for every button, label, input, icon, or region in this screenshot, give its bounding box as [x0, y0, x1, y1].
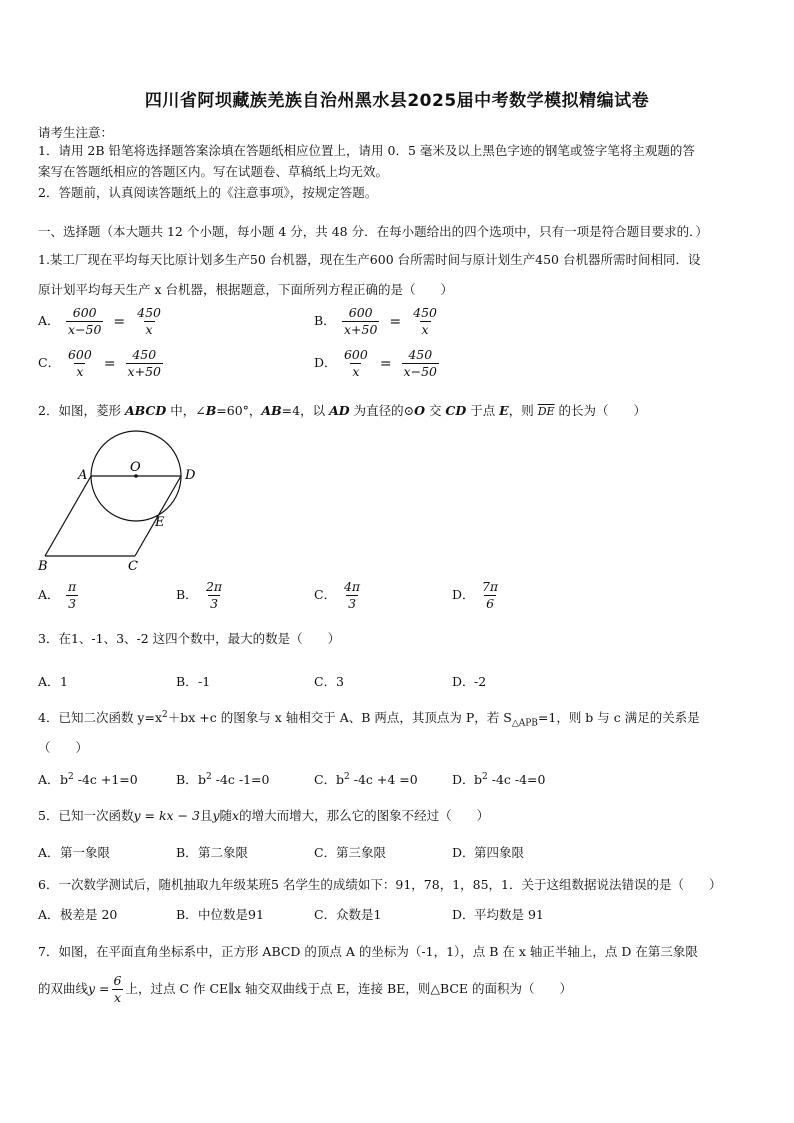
q1-option-d[interactable]: D． $\frac{600}{x}$ = $\frac{450}{x-50}$: [314, 347, 437, 379]
label-o: O: [130, 460, 141, 475]
q3-stem: 3．在1、-1、3、-2 这四个数中，最大的数是（ ）: [38, 631, 341, 646]
fraction: $\frac{450}{x}$: [137, 305, 161, 337]
q3-option-c[interactable]: C．3: [314, 674, 344, 689]
q4-stem: 4．已知二次函数 $y=x^2+bx +c$ 的图象与 x 轴相交于 A、B 两点，其顶点为 P，若 $S_{\triangle APB}=1$，则 b 与 c 满足的关系是: [38, 709, 700, 729]
q5-option-d[interactable]: D．第四象限: [452, 845, 525, 860]
rhombus-circle-figure: [30, 428, 200, 578]
q6-option-a[interactable]: A．极差是 20: [38, 907, 118, 922]
fraction: $\frac{600}{x+50}$: [343, 305, 378, 337]
q6-option-c[interactable]: C．众数是1: [314, 907, 382, 922]
fraction: $\frac{6}{x}$: [113, 973, 122, 1005]
label-e: E: [155, 515, 165, 530]
q4-option-a[interactable]: A．$b^2$ -4c +1=0: [38, 771, 138, 787]
q5-stem: 5．已知一次函数y = kx − 3且y随x的增大而增大，那么它的图象不经过（ ）: [38, 808, 490, 823]
fraction: $\frac{600}{x}$: [67, 347, 92, 379]
arc-de: $\overline{DE}$: [537, 405, 555, 418]
page-title: 四川省阿坝藏族羌族自治州黑水县2025届中考数学模拟精编试卷: [144, 91, 650, 111]
fraction: $\frac{450}{x}$: [413, 305, 437, 337]
q7-stem-line-2: 的双曲线y = $\frac{6}{x}$ 上，过点 C 作 CE∥x 轴交双曲线于点 E，连接 BE，则△BCE 的面积为（ ）: [38, 973, 573, 1005]
section-1-heading: 一、选择题（本大题共 12 个小题，每小题 4 分，共 48 分．在每小题给出的四个选项中，只有一项是符合题目要求的．）: [38, 224, 708, 239]
fraction: $\frac{450}{x-50}$: [403, 347, 437, 379]
q4-option-d[interactable]: D．$b^2$ -4c -4=0: [452, 771, 546, 787]
q3-option-a[interactable]: A．1: [38, 674, 68, 689]
q1-stem-line-2: 原计划平均每天生产 x 台机器，根据题意，下面所列方程正确的是（ ）: [38, 282, 453, 297]
fraction: $\frac{450}{x+50}$: [127, 347, 161, 379]
q4-option-b[interactable]: B．$b^2$ -4c -1=0: [176, 771, 270, 787]
q4-option-c[interactable]: C．$b^2$ -4c +4 =0: [314, 771, 418, 787]
q2-option-a[interactable]: A． $\frac{\pi}{3}$: [38, 579, 77, 611]
segment-ab: [45, 476, 91, 556]
q2-option-b[interactable]: B． $\frac{2\pi}{3}$: [176, 579, 223, 611]
q4-stem-line-2: （ ）: [38, 740, 89, 755]
label-a: A: [78, 468, 88, 483]
fraction: $\frac{4\pi}{3}$: [343, 579, 361, 611]
q2-stem: 2．如图，菱形 ABCD 中，∠B=60°，AB=4，以 AD 为直径的⊙O 交 CD 于点 E，则 $\overline{DE}$ 的长为（ ）: [38, 403, 647, 418]
q5-option-c[interactable]: C．第三象限: [314, 845, 387, 860]
label-d: D: [185, 468, 196, 483]
q3-option-b[interactable]: B．-1: [176, 674, 211, 689]
notice-item-1-line-2: 案写在答题纸相应的答题区内。写在试题卷、草稿纸上均无效。: [38, 164, 389, 179]
notice-item-2: 2．答题前，认真阅读答题纸上的《注意事项》，按规定答题。: [38, 185, 378, 200]
q5-option-a[interactable]: A．第一象限: [38, 845, 111, 860]
q6-option-b[interactable]: B．中位数是91: [176, 907, 264, 922]
q6-stem: 6．一次数学测试后，随机抽取九年级某班5 名学生的成绩如下：91，78，1，85，1．关于这组数据说法错误的是（ ）: [38, 877, 722, 892]
q1-option-b[interactable]: B． $\frac{600}{x+50}$ = $\frac{450}{x}$: [314, 305, 437, 337]
q6-option-d[interactable]: D．平均数是 91: [452, 907, 544, 922]
q1-stem-line-1: 1.某工厂现在平均每天比原计划多生产50 台机器，现在生产600 台所需时间与原计划生产450 台机器所需时间相同．设: [38, 252, 701, 267]
q3-option-d[interactable]: D．-2: [452, 674, 487, 689]
q1-option-a[interactable]: A． $\frac{600}{x-50}$ = $\frac{450}{x}$: [38, 305, 161, 337]
label-b: B: [38, 559, 48, 574]
fraction: $\frac{7\pi}{6}$: [481, 579, 499, 611]
q1-option-c[interactable]: C． $\frac{600}{x}$ = $\frac{450}{x+50}$: [38, 347, 161, 379]
fraction: $\frac{\pi}{3}$: [67, 579, 77, 611]
fraction: $\frac{600}{x-50}$: [67, 305, 102, 337]
fraction: $\frac{600}{x}$: [343, 347, 368, 379]
notice-item-1-line-1: 1．请用 2B 铅笔将选择题答案涂填在答题纸相应位置上，请用 0．5 毫米及以上黑色字迹的钢笔或签字笔将主观题的答: [38, 143, 695, 158]
q7-stem-line-1: 7．如图，在平面直角坐标系中，正方形 ABCD 的顶点 A 的坐标为（-1，1），点 B 在 x 轴正半轴上，点 D 在第三象限: [38, 944, 698, 959]
q2-option-d[interactable]: D． $\frac{7\pi}{6}$: [452, 579, 499, 611]
fraction: $\frac{2\pi}{3}$: [205, 579, 223, 611]
q5-option-b[interactable]: B．第二象限: [176, 845, 249, 860]
q2-option-c[interactable]: C． $\frac{4\pi}{3}$: [314, 579, 361, 611]
label-c: C: [128, 559, 138, 574]
notice-heading: 请考生注意：: [38, 125, 114, 140]
